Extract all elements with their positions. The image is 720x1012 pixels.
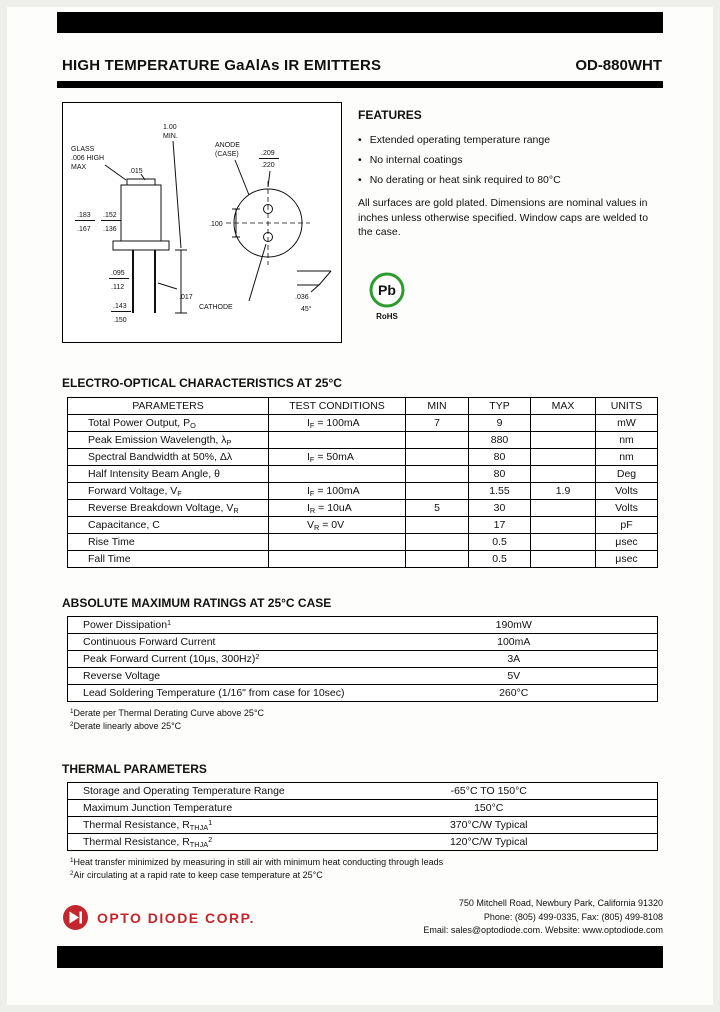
dim-112: .112 <box>111 284 125 291</box>
package-drawing-box <box>62 102 342 343</box>
eo-condition: $I_F = 50mA$ <box>269 449 406 466</box>
surfaces-note: All surfaces are gold plated. Dimensions are nominal values in inches unless otherwise specified. Window caps are welded to the case. <box>358 197 649 239</box>
thermal-value: -65°C TO 150°C <box>450 785 527 798</box>
footnote: $^1$Derate per Thermal Derating Curve above 25°C <box>70 708 265 718</box>
eo-min <box>406 466 469 483</box>
dimension-labels <box>71 124 312 324</box>
thermal-parameter: Maximum Junction Temperature <box>68 800 321 817</box>
eo-max <box>531 449 596 466</box>
amr-row <box>68 651 658 668</box>
feature-item: • No derating or heat sink required to 80°C <box>358 174 663 186</box>
eo-min <box>406 483 469 500</box>
absolute-maximum-heading: ABSOLUTE MAXIMUM RATINGS AT 25°C CASE <box>62 596 332 610</box>
footer <box>57 897 663 938</box>
thermal-row <box>68 817 658 834</box>
rohs-label: RoHS <box>376 312 398 322</box>
header <box>57 57 663 74</box>
angle-45: 45° <box>301 306 312 313</box>
features-heading: FEATURES <box>358 108 422 122</box>
eo-parameter: Total Power Output, $P_O$ <box>68 415 269 432</box>
eo-units: mW <box>596 415 658 432</box>
eo-row <box>68 432 658 449</box>
eo-units: pF <box>596 517 658 534</box>
eo-row <box>68 449 658 466</box>
dim-036: .036 <box>295 294 309 301</box>
eo-parameter: Rise Time <box>68 534 269 551</box>
amr-row <box>68 668 658 685</box>
eo-min <box>406 551 469 568</box>
anode-label-2: (CASE) <box>215 151 239 158</box>
thermal-table <box>67 782 658 851</box>
thermal-parameter: Thermal Resistance, $R_{THJA}^2$ <box>68 834 321 851</box>
eo-row <box>68 517 658 534</box>
eo-max <box>531 466 596 483</box>
thermal-parameter: Thermal Resistance, $R_{THJA}^1$ <box>68 817 321 834</box>
amr-parameter: Power Dissipation$^1$ <box>83 618 172 631</box>
eo-min <box>406 517 469 534</box>
eo-max: 1.9 <box>531 483 596 500</box>
eo-condition <box>269 551 406 568</box>
contact-block <box>423 897 663 938</box>
eo-typ: 9 <box>469 415 531 432</box>
eo-max <box>531 432 596 449</box>
glass-label-1: GLASS <box>71 146 95 153</box>
eo-units: μsec <box>596 551 658 568</box>
diode-logo-icon <box>62 904 89 931</box>
front-view <box>226 160 310 301</box>
eo-condition: $I_F = 100mA$ <box>269 483 406 500</box>
anode-label-1: ANODE <box>215 142 240 149</box>
eo-header-parameters: PARAMETERS <box>68 398 269 415</box>
eo-min <box>406 534 469 551</box>
electro-optical-heading: ELECTRO-OPTICAL CHARACTERISTICS AT 25°C <box>62 376 342 390</box>
part-number: OD-880WHT <box>575 57 662 74</box>
eo-typ: 1.55 <box>469 483 531 500</box>
eo-header-max: MAX <box>531 398 596 415</box>
eo-min <box>406 449 469 466</box>
amr-parameter: Peak Forward Current (10μs, 300Hz)$^2$ <box>68 651 371 668</box>
eo-header-row <box>68 398 658 415</box>
eo-typ: 0.5 <box>469 551 531 568</box>
eo-row <box>68 415 658 432</box>
eo-row <box>68 551 658 568</box>
amr-parameter: Reverse Voltage <box>68 668 371 685</box>
glass-label-2: .006 HIGH <box>71 155 105 162</box>
footnote: $^2$Air circulating at a rapid rate to keep case temperature at 25°C <box>70 869 323 880</box>
pb-label: Pb <box>378 282 396 299</box>
absolute-maximum-section <box>62 596 663 732</box>
eo-typ: 17 <box>469 517 531 534</box>
eo-header-typ: TYP <box>469 398 531 415</box>
eo-min: 5 <box>406 500 469 517</box>
amr-value: 3A <box>371 651 658 668</box>
eo-parameter: Forward Voltage, $V_F$ <box>68 483 269 500</box>
thermal-value: 370°C/W Typical <box>321 817 658 834</box>
pb-rohs-badge <box>364 270 410 329</box>
amr-value: 5V <box>371 668 658 685</box>
thermal-row <box>68 783 658 800</box>
amr-value: 100mA <box>371 634 658 651</box>
eo-parameter: Fall Time <box>68 551 269 568</box>
pb-free-icon <box>364 270 410 324</box>
eo-header-units: UNITS <box>596 398 658 415</box>
eo-parameter: Half Intensity Beam Angle, θ <box>68 466 269 483</box>
dim-015: .015 <box>129 168 143 175</box>
amr-value: 260°C <box>371 685 658 702</box>
dim-152: .152 <box>103 212 117 219</box>
eo-condition: $I_F = 100mA$ <box>269 415 406 432</box>
features-column <box>358 102 663 343</box>
overview-row <box>57 102 663 343</box>
feature-item: • Extended operating temperature range <box>358 134 663 146</box>
eo-row <box>68 500 658 517</box>
eo-header-min: MIN <box>406 398 469 415</box>
absolute-maximum-table <box>67 616 658 702</box>
thermal-row <box>68 834 658 851</box>
thermal-parameter: Storage and Operating Temperature Range <box>83 785 285 798</box>
thermal-heading: THERMAL PARAMETERS <box>62 762 207 777</box>
eo-header-conditions: TEST CONDITIONS <box>269 398 406 415</box>
eo-row <box>68 466 658 483</box>
thermal-value: 120°C/W Typical <box>321 834 658 851</box>
phone-fax-line: Phone: (805) 499-0335, Fax: (805) 499-8108 <box>483 911 663 922</box>
top-rule <box>57 12 663 33</box>
dim-220: .220 <box>261 162 275 169</box>
electro-optical-table <box>67 397 658 568</box>
amr-row <box>68 685 658 702</box>
amr-parameter: Continuous Forward Current <box>68 634 371 651</box>
eo-typ: 80 <box>469 466 531 483</box>
dim-143: .143 <box>113 303 127 310</box>
eo-parameter: Spectral Bandwidth at 50%, Δλ <box>68 449 269 466</box>
company-logo <box>62 904 255 931</box>
eo-condition: $I_R = 10uA$ <box>269 500 406 517</box>
eo-units: Volts <box>596 500 658 517</box>
eo-units: nm <box>596 432 658 449</box>
eo-max <box>531 517 596 534</box>
chamfer-detail <box>297 271 331 292</box>
eo-condition <box>269 534 406 551</box>
footnote: $^1$Heat transfer minimized by measuring in still air with minimum heat conducting through leads <box>70 857 444 868</box>
amr-parameter: Lead Soldering Temperature (1/16" from case for 10sec) <box>68 685 371 702</box>
footnote: $^2$Derate linearly above 25°C <box>70 720 182 731</box>
glass-label-3: MAX <box>71 164 87 171</box>
dim-167: .167 <box>77 226 91 233</box>
page-content <box>57 7 663 968</box>
eo-parameter: Peak Emission Wavelength, $\lambda_P$ <box>68 432 269 449</box>
dim-lead-length-min: MIN. <box>163 133 178 140</box>
eo-typ: 0.5 <box>469 534 531 551</box>
eo-max <box>531 415 596 432</box>
eo-typ: 880 <box>469 432 531 449</box>
bottom-rule <box>57 946 663 968</box>
dim-100: .100 <box>209 221 223 228</box>
email-web-line: Email: sales@optodiode.com. Website: www.optodiode.com <box>423 925 663 936</box>
eo-max <box>531 534 596 551</box>
eo-typ: 80 <box>469 449 531 466</box>
amr-row <box>68 634 658 651</box>
header-rule <box>57 81 663 88</box>
cathode-label: CATHODE <box>199 304 233 311</box>
package-outline-drawing <box>63 103 341 342</box>
dim-017: .017 <box>179 294 193 301</box>
eo-typ: 30 <box>469 500 531 517</box>
thermal-row <box>68 800 658 817</box>
eo-parameter: Reverse Breakdown Voltage, $V_R$ <box>68 500 269 517</box>
datasheet-page <box>7 7 713 1005</box>
dim-lead-length-value: 1.00 <box>163 124 177 131</box>
dim-183: .183 <box>77 212 91 219</box>
eo-units: Deg <box>596 466 658 483</box>
eo-condition: $V_R = 0V$ <box>269 517 406 534</box>
thermal-footnotes <box>70 856 663 881</box>
electro-optical-section <box>62 376 663 568</box>
eo-parameter: Capacitance, C <box>68 517 269 534</box>
eo-units: nm <box>596 449 658 466</box>
address-line: 750 Mitchell Road, Newbury Park, California 91320 <box>458 898 663 909</box>
company-name: OPTO DIODE CORP. <box>97 909 256 926</box>
amr-row <box>68 617 658 634</box>
dim-136: .136 <box>103 226 117 233</box>
absolute-maximum-footnotes <box>70 707 663 732</box>
feature-item: • No internal coatings <box>358 154 663 166</box>
eo-condition <box>269 466 406 483</box>
eo-min: 7 <box>406 415 469 432</box>
eo-min <box>406 432 469 449</box>
eo-max <box>531 500 596 517</box>
eo-max <box>531 551 596 568</box>
eo-units: μsec <box>596 534 658 551</box>
eo-units: Volts <box>596 483 658 500</box>
page-title: HIGH TEMPERATURE GaAlAs IR EMITTERS <box>62 57 382 74</box>
dim-095: .095 <box>111 270 125 277</box>
eo-row <box>68 534 658 551</box>
dim-150: .150 <box>113 317 127 324</box>
eo-condition <box>269 432 406 449</box>
features-list <box>358 134 663 186</box>
eo-row <box>68 483 658 500</box>
amr-value: 190mW <box>495 619 532 631</box>
thermal-section <box>62 762 663 881</box>
dim-209: .209 <box>261 150 275 157</box>
thermal-value: 150°C <box>321 800 658 817</box>
